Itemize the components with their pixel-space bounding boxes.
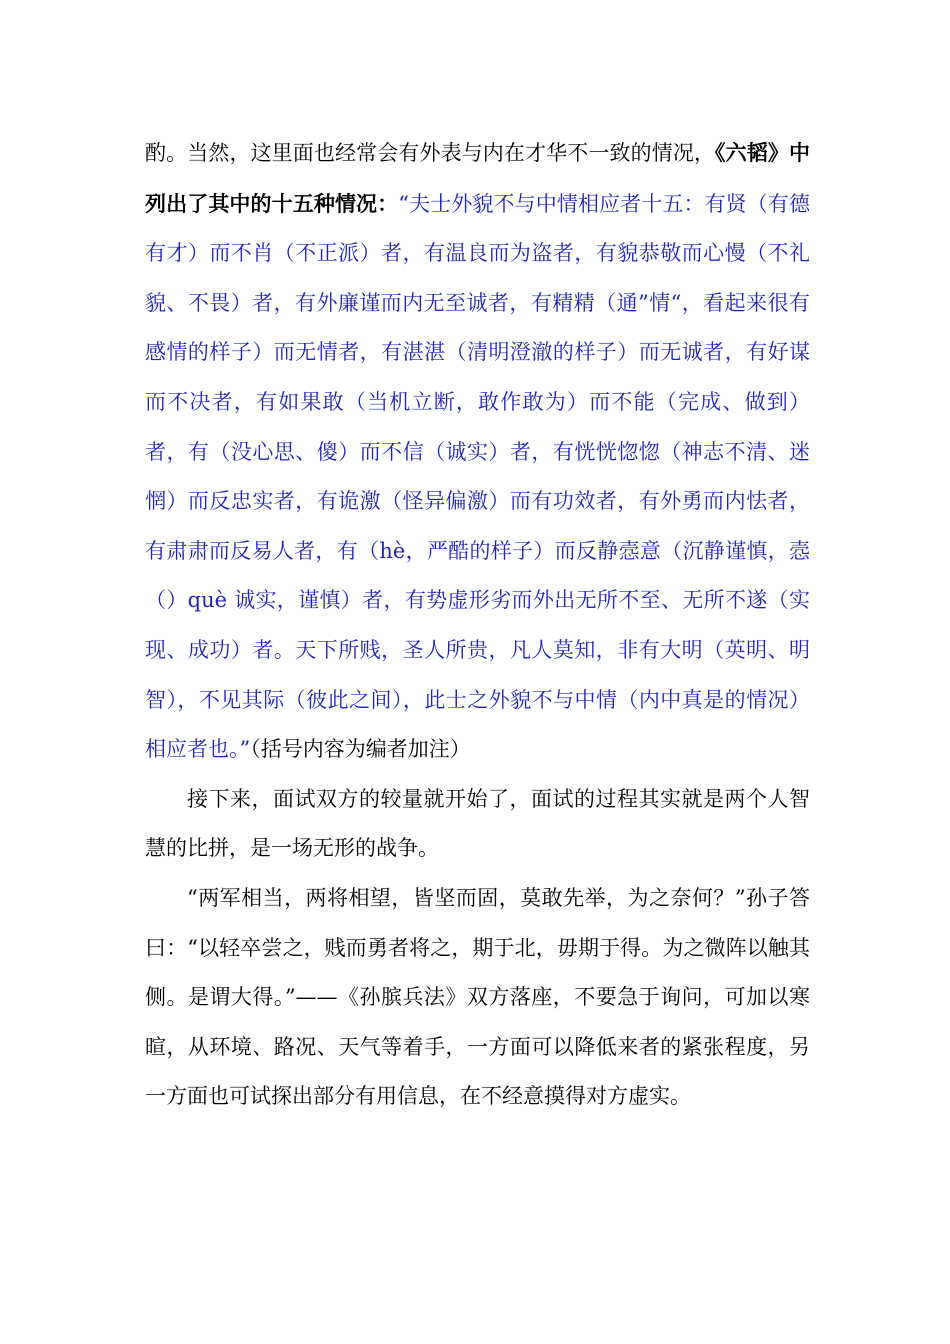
liutao-bold-text: 《六韬》中列出了其中的十五种情况： — [145, 140, 810, 216]
paragraph-liutao — [145, 128, 810, 775]
paragraph-interview-contest: 接下来，面试双方的较量就开始了，面试的过程其实就是两个人智慧的比拼，是一场无形的战争。 — [145, 786, 810, 861]
liutao-quote-text: “夫士外貌不与中情相应者十五：有贤（有德有才）而不肖（不正派）者，有温良而为盗者，有貌恭敬而心慢（不礼貌、不畏）者，有外廉谨而内无至诚者，有精精（通”情“，看起来很有感情的样子）而无情者，有湛湛（清明澄澈的样子）而无诚者，有好谋而不决者，有如果敢（当机立断，敢作敢为）而不能（完成、做到）者，有（没心思、傻）而不信（诚实）者，有恍恍惚惚（神志不清、迷惘）而反忠实者，有诡激（怪异偏激）而有功效者，有外勇而内怯者，有肃肃而反易人者，有（hè，严酷的样子）而反静悫意（沉静谨慎，悫（）què 诚实，谨慎）者，有势虚形劣而外出无所不至、无所不遂（实现、成功）者。天下所贱，圣人所贵，凡人莫知，非有大明（英明、明智），不见其际（彼此之间），此士之外貌不与中情（内中真是的情况）相应者也。” — [145, 191, 811, 762]
document-page — [145, 128, 810, 1122]
paragraph-intro-text: 酌。当然，这里面也经常会有外表与内在才华不一致的情况， — [145, 141, 716, 165]
paragraph-sunbin-quote: “两军相当，两将相望，皆坚而固，莫敢先举，为之奈何？”孙子答曰：“以轻卒尝之，贱而勇者将之，期于北，毋期于得。为之微阵以触其侧。是谓大得。”——《孙膑兵法》双方落座，不要急于询问，可加以寒暄，从环境、路况、天气等着手，一方面可以降低来者的紧张程度，另一方面也可试探出部分有用信息，在不经意摸得对方虚实。 — [145, 885, 810, 1109]
editor-note-text: （括号内容为编者加注） — [250, 737, 471, 762]
